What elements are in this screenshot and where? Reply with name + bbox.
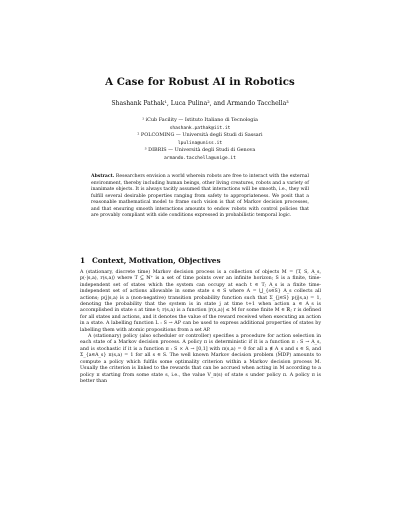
affiliation-2: ² POLCOMING — Università degli Studi di Sassari bbox=[137, 132, 263, 139]
section-title: Context, Motivation, Objectives bbox=[92, 256, 221, 265]
author-list: Shashank Pathak¹, Luca Pulina², and Armando Tacchella³ bbox=[111, 100, 289, 107]
email-3[interactable]: armando.tacchella@unige.it bbox=[164, 155, 236, 161]
affiliations bbox=[0, 117, 400, 163]
affiliation-1: ¹ iCub Facility — Istituto Italiano di Tecnologia bbox=[142, 117, 258, 123]
email-1[interactable]: shashank.pathak@iit.it bbox=[169, 125, 231, 131]
section-body bbox=[80, 270, 321, 385]
paper-title: A Case for Robust AI in Robotics bbox=[105, 76, 295, 88]
abstract-label: Abstract. bbox=[91, 174, 115, 179]
section-number: 1 bbox=[80, 256, 86, 265]
paragraph-2: A (stationary) policy (also scheduler or controller) specifies a procedure for action selection in each state of a Markov decision process. A policy π is deterministic if it is a function π : S → A_s, and is stochastic if it is a function π : S × A → [0,1] with π(s,a) = 0 for all a ∉ A_s and s ∈ S, and Σ_{a∈A_s} π(s,a) = 1 for all s ∈ S. The well known Markov decision problem (MDP) amounts to compute a policy which fulfils some optimality criterion within a Markov decision process M. Usually the criterion is linked to the rewards that can be accrued when acting in M according to a policy π starting from some state s, i.e., the value V_π(s) of state s under policy π. A policy π is better than bbox=[80, 334, 321, 384]
abstract-text: Researchers envision a world wherein robots are free to interact with the external environment, thereby including human beings, other living creatures, robots and a variety of inanimate objects. It is always tacitly assumed that interactions will be smooth, i.e., they will fulfill several desirable properties ranging from safety to appropriateness. We posit that a reasonable mathematical model to frame such vision is that of Markov decision processes, and that ensuring smooth interactions amounts to endow robots with control policies that are provably compliant with side conditions expressed in probabilistic temporal logic. bbox=[91, 174, 309, 219]
section-heading bbox=[80, 256, 330, 265]
affiliation-3: ³ DIBRIS — Università degli Studi di Genova bbox=[144, 147, 256, 154]
abstract bbox=[91, 174, 309, 220]
email-2[interactable]: lpulina@uniss.it bbox=[177, 140, 223, 146]
paragraph-1: A (stationary, discrete time) Markov decision process is a collection of objects M = ⟨T, S, A_s, p(·|s,a), r(s,a)⟩ where T ⊆ ℕ⁺ is a set of time points over an infinite horizon; S is a finite, time-independent set of states which the system can occupy at each t ∈ T; A_s is a finite time-independent set of actions allowable in some state s ∈ S where A = ⋃_{s∈S} A_s collects all actions; p(j|s,a) is a (non-negative) transition probability function such that Σ_{j∈S} p(j|s,a) = 1, denoting the probability that the system is in state j at time t+1 when action a ∈ A_s is accomplished in state s at time t; r(s,a) is a function |r(s,a)| ≤ M for some finite M ∈ ℝ; r is defined for all states and actions, and it denotes the value of the reward received when executing an action in a state. A labelling function L : S → AP can be used to express additional properties of states by labelling them with atomic propositions from a set AP. bbox=[80, 270, 321, 333]
